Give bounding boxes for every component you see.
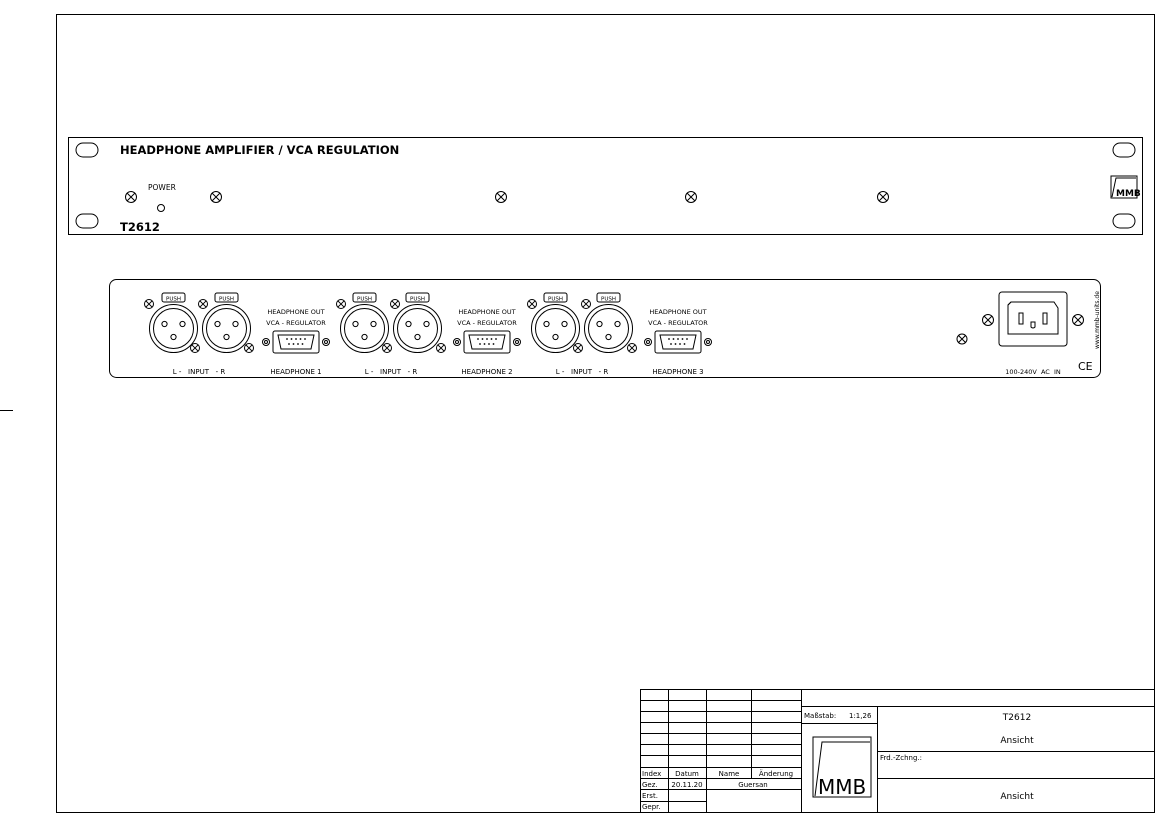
drawing-border (57, 15, 1155, 813)
push-label: PUSH (410, 296, 425, 303)
input-label: L - INPUT - R (364, 368, 418, 376)
rack-slot-top-left (76, 143, 98, 157)
title-block (641, 690, 1155, 813)
screw-icon (337, 300, 346, 309)
screw-icon (383, 344, 392, 353)
website-label: www.mmb-units.de (1094, 291, 1101, 349)
power-label: POWER (148, 183, 176, 192)
dsub-connector (464, 331, 510, 353)
headphone-label: HEADPHONE 3 (652, 368, 704, 376)
iec-power-inlet (999, 292, 1067, 346)
index-header: Index (642, 770, 662, 778)
xlr-input-left (341, 305, 389, 353)
dsub-connector (655, 331, 701, 353)
channel-group-1 (145, 293, 330, 376)
screw-icon (126, 192, 137, 203)
front-panel (69, 138, 1143, 235)
push-label: PUSH (357, 296, 372, 303)
screw-icon (391, 300, 400, 309)
screw-icon (245, 344, 254, 353)
view-label: Ansicht (1000, 736, 1034, 746)
standoff-icon (323, 339, 330, 346)
screw-icon (574, 344, 583, 353)
ce-mark: CE (1078, 360, 1093, 373)
push-label: PUSH (601, 296, 616, 303)
standoff-icon (263, 339, 270, 346)
input-label: L - INPUT - R (172, 368, 226, 376)
xlr-input-right (203, 305, 251, 353)
frd-label: Frd.-Zchng.: (880, 754, 923, 762)
svg-text:MMB: MMB (818, 775, 867, 799)
screw-icon (957, 334, 967, 344)
screw-icon (191, 344, 200, 353)
xlr-input-right (585, 305, 633, 353)
standoff-icon (705, 339, 712, 346)
front-panel-title: HEADPHONE AMPLIFIER / VCA REGULATION (120, 143, 400, 157)
rack-slot-top-right (1113, 143, 1135, 157)
gez-name: Guersan (738, 781, 768, 789)
screw-icon (686, 192, 697, 203)
screw-icon (145, 300, 154, 309)
push-label: PUSH (548, 296, 563, 303)
vca-regulator-label: VCA - REGULATOR (457, 319, 517, 327)
scale-value: 1:1,26 (849, 712, 872, 720)
vca-regulator-label: VCA - REGULATOR (648, 319, 708, 327)
headphone-label: HEADPHONE 1 (270, 368, 322, 376)
screw-icon (1073, 315, 1084, 326)
rear-panel-outline (110, 280, 1101, 378)
screw-icon (528, 300, 537, 309)
dsub-connector (273, 331, 319, 353)
title-block-text (642, 712, 1034, 811)
push-label: PUSH (166, 296, 181, 303)
vca-regulator-label: VCA - REGULATOR (266, 319, 326, 327)
headphone-out-label: HEADPHONE OUT (458, 308, 516, 316)
channel-group-3 (528, 293, 712, 376)
xlr-input-left (532, 305, 580, 353)
gez-label: Gez. (642, 781, 658, 789)
front-model-label: T2612 (120, 220, 160, 234)
headphone-out-label: HEADPHONE OUT (649, 308, 707, 316)
rack-slot-bottom-right (1113, 214, 1135, 228)
xlr-input-right (394, 305, 442, 353)
headphone-out-label: HEADPHONE OUT (267, 308, 325, 316)
bottom-title: Ansicht (1000, 792, 1034, 802)
datum-header: Datum (675, 770, 699, 778)
erst-label: Erst. (642, 792, 658, 800)
aenderung-header: Änderung (758, 770, 794, 778)
mmb-logo-large (813, 737, 871, 799)
screw-icon (199, 300, 208, 309)
rear-panel (110, 280, 1102, 378)
screw-icon (878, 192, 889, 203)
ac-input-label: 100-240V AC IN (1005, 368, 1061, 376)
name-header: Name (718, 770, 740, 778)
svg-text:MMB: MMB (1116, 189, 1141, 199)
screw-icon (496, 192, 507, 203)
screw-icon (983, 315, 994, 326)
standoff-icon (514, 339, 521, 346)
screw-icon (437, 344, 446, 353)
mmb-logo-small (1111, 176, 1141, 199)
input-label: L - INPUT - R (555, 368, 609, 376)
channel-group-2 (337, 293, 521, 376)
rack-slot-bottom-left (76, 214, 98, 228)
standoff-icon (454, 339, 461, 346)
headphone-label: HEADPHONE 2 (461, 368, 513, 376)
xlr-input-left (150, 305, 198, 353)
scale-label: Maßstab: (804, 712, 837, 720)
push-label: PUSH (219, 296, 234, 303)
screw-icon (628, 344, 637, 353)
gepr-label: Gepr. (642, 803, 661, 811)
screw-icon (582, 300, 591, 309)
gez-date: 20.11.20 (671, 781, 703, 789)
standoff-icon (645, 339, 652, 346)
screw-icon (211, 192, 222, 203)
drawing-number: T2612 (1002, 713, 1032, 723)
power-led (158, 205, 165, 212)
